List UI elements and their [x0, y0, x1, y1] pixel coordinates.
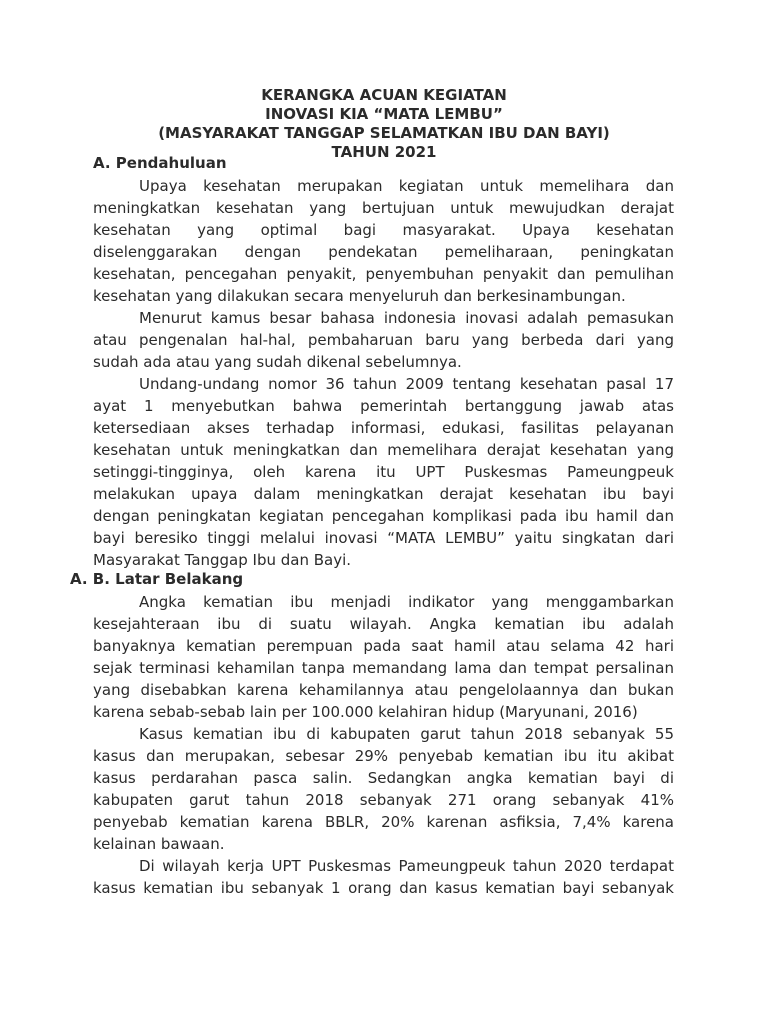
title-line-4: TAHUN 2021: [331, 143, 437, 161]
paragraph-line: bayi beresiko tinggi melalui inovasi “MATA LEMBU” yaitu singkatan dari: [93, 529, 674, 547]
section-heading-pendahuluan: A. Pendahuluan: [93, 154, 227, 172]
paragraph-line: kesejahteraan ibu di suatu wilayah. Angka kematian ibu adalah: [93, 615, 674, 633]
title-line-2: INOVASI KIA “MATA LEMBU”: [265, 105, 503, 123]
paragraph-line: kabupaten garut tahun 2018 sebanyak 271 orang sebanyak 41%: [93, 791, 674, 809]
paragraph-line: Masyarakat Tanggap Ibu dan Bayi.: [93, 551, 352, 569]
paragraph-latar-belakang-3: [93, 855, 674, 899]
document-title: [0, 86, 768, 162]
paragraph-line: setinggi-tingginya, oleh karena itu UPT Puskesmas Pameungpeuk: [93, 463, 674, 481]
paragraph-line: Menurut kamus besar bahasa indonesia inovasi adalah pemasukan: [139, 309, 674, 327]
paragraph-line: yang disebabkan karena kehamilannya atau pengelolaannya dan bukan: [93, 681, 674, 699]
paragraph-line: kasus kematian ibu sebanyak 1 orang dan kasus kematian bayi sebanyak: [93, 879, 674, 897]
paragraph-line: banyaknya kematian perempuan pada saat hamil atau selama 42 hari: [93, 637, 674, 655]
paragraph-line: ketersediaan akses terhadap informasi, edukasi, fasilitas pelayanan: [93, 419, 674, 437]
paragraph-line: melakukan upaya dalam meningkatkan derajat kesehatan ibu bayi: [93, 485, 674, 503]
paragraph-line: sudah ada atau yang sudah dikenal sebelumnya.: [93, 353, 462, 371]
paragraph-line: kesehatan, pencegahan penyakit, penyembuhan penyakit dan pemulihan: [93, 265, 674, 283]
paragraph-line: Undang-undang nomor 36 tahun 2009 tentang kesehatan pasal 17: [139, 375, 674, 393]
paragraph-line: diselenggarakan dengan pendekatan pemeliharaan, peningkatan: [93, 243, 674, 261]
paragraph-line: meningkatkan kesehatan yang bertujuan untuk mewujudkan derajat: [93, 199, 674, 217]
paragraph-line: kasus dan merupakan, sebesar 29% penyebab kematian ibu itu akibat: [93, 747, 674, 765]
paragraph-line: kesehatan yang optimal bagi masyarakat. Upaya kesehatan: [93, 221, 674, 239]
paragraph-line: Kasus kematian ibu di kabupaten garut tahun 2018 sebanyak 55: [139, 725, 674, 743]
paragraph-line: penyebab kematian karena BBLR, 20% karenan asfiksia, 7,4% karena: [93, 813, 674, 831]
paragraph-line: Angka kematian ibu menjadi indikator yang menggambarkan: [139, 593, 674, 611]
title-line-1: KERANGKA ACUAN KEGIATAN: [261, 86, 507, 104]
paragraph-line: kesehatan yang dilakukan secara menyeluruh dan berkesinambungan.: [93, 287, 626, 305]
paragraph-line: ayat 1 menyebutkan bahwa pemerintah bertanggung jawab atas: [93, 397, 674, 415]
paragraph-line: atau pengenalan hal-hal, pembaharuan baru yang berbeda dari yang: [93, 331, 674, 349]
paragraph-line: Di wilayah kerja UPT Puskesmas Pameungpeuk tahun 2020 terdapat: [139, 857, 674, 875]
paragraph-latar-belakang-1: [93, 591, 674, 723]
paragraph-latar-belakang-2: [93, 723, 674, 855]
paragraph-line: sejak terminasi kehamilan tanpa memandang lama dan tempat persalinan: [93, 659, 674, 677]
paragraph-line: karena sebab-sebab lain per 100.000 kelahiran hidup (Maryunani, 2016): [93, 703, 638, 721]
paragraph-pendahuluan-2: [93, 307, 674, 373]
paragraph-line: dengan peningkatan kegiatan pencegahan komplikasi pada ibu hamil dan: [93, 507, 674, 525]
paragraph-pendahuluan-1: [93, 175, 674, 307]
paragraph-line: kasus perdarahan pasca salin. Sedangkan angka kematian bayi di: [93, 769, 674, 787]
paragraph-line: Upaya kesehatan merupakan kegiatan untuk memelihara dan: [139, 177, 674, 195]
section-heading-latar-belakang: A. B. Latar Belakang: [70, 570, 244, 588]
title-line-3: (MASYARAKAT TANGGAP SELAMATKAN IBU DAN BAYI): [158, 124, 610, 142]
paragraph-line: kelainan bawaan.: [93, 835, 225, 853]
paragraph-pendahuluan-3: [93, 373, 674, 571]
paragraph-line: kesehatan untuk meningkatkan dan memelihara derajat kesehatan yang: [93, 441, 674, 459]
